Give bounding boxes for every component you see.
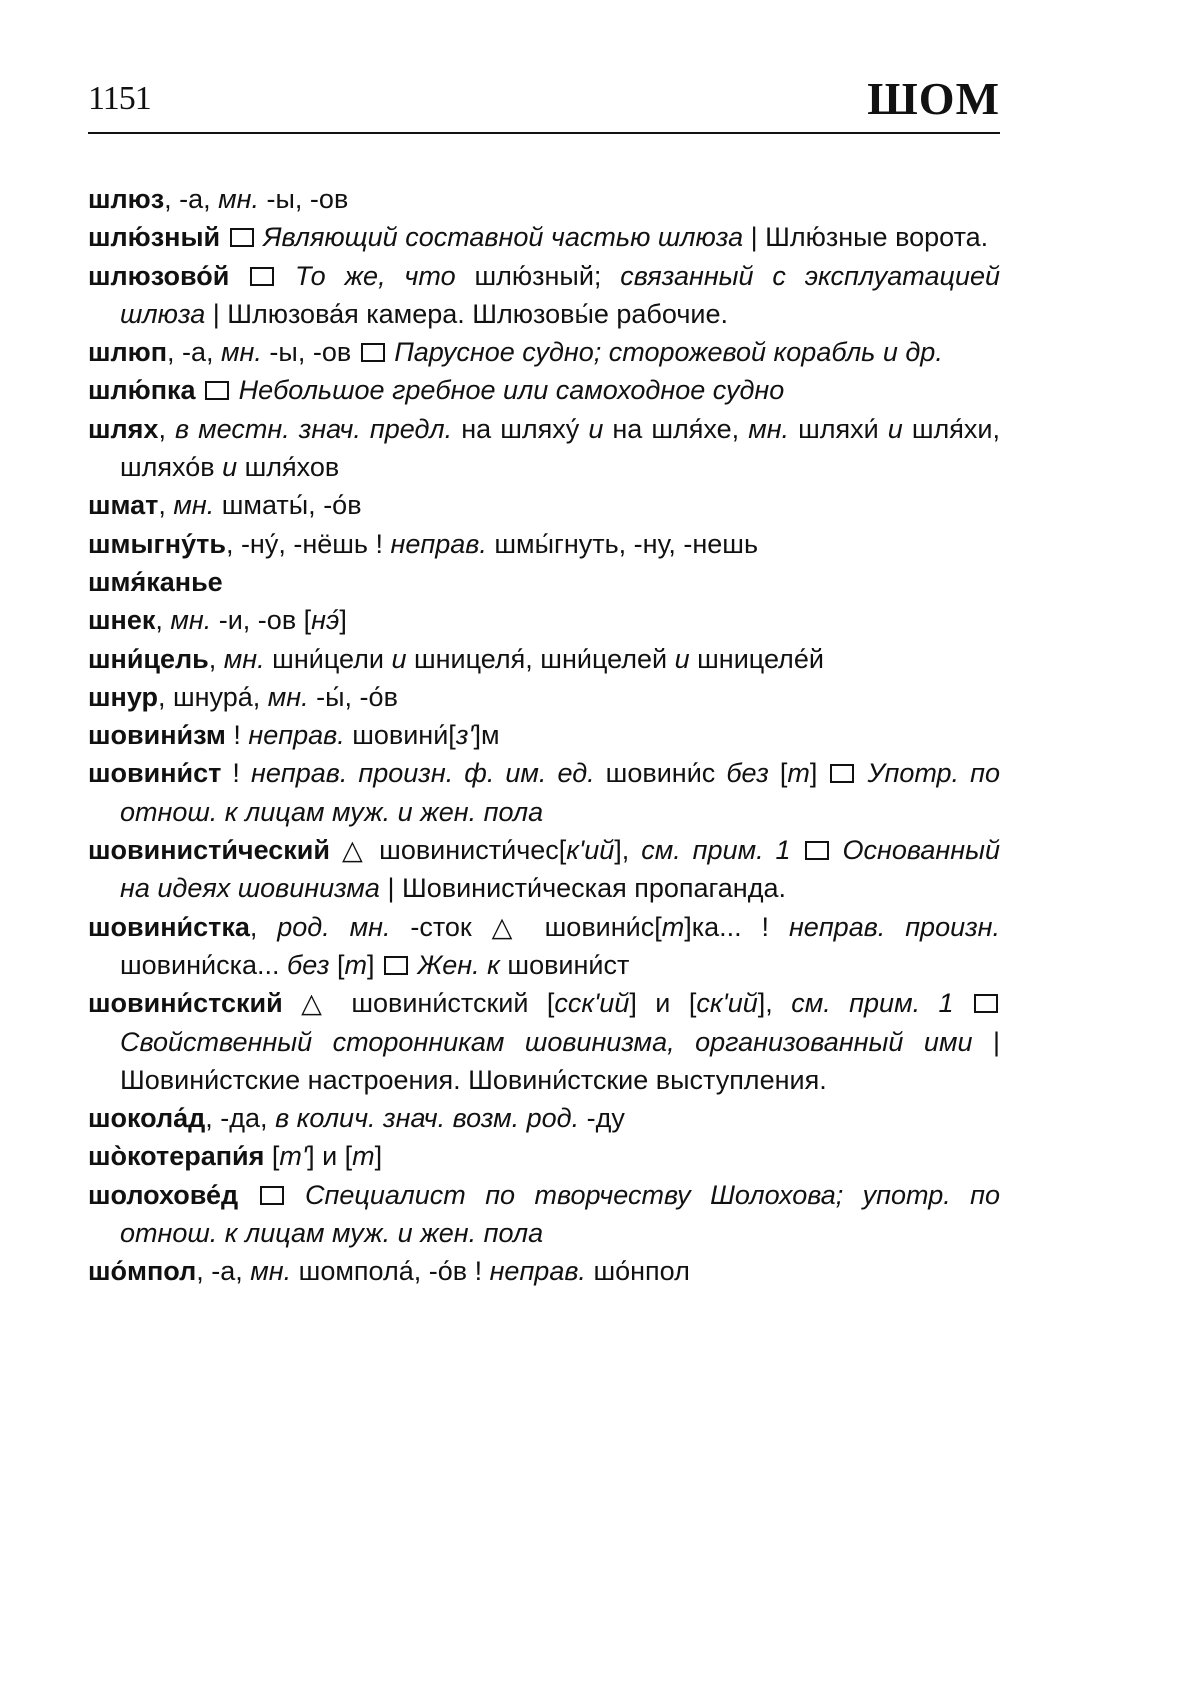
page-number: 1151 bbox=[88, 80, 151, 117]
entry-italic-note: и bbox=[222, 452, 238, 483]
entry-italic-note: з' bbox=[455, 720, 474, 751]
entry-italic-note: т bbox=[352, 1141, 375, 1172]
definition-box-icon bbox=[260, 1186, 284, 1205]
entry-headword: шлях bbox=[88, 413, 159, 444]
entry-italic-note: нэ́ bbox=[311, 605, 340, 636]
entry-headword: шо́мпол bbox=[88, 1256, 197, 1287]
entry-headword: шовини́стский bbox=[88, 988, 283, 1019]
entry-italic-note: неправ. bbox=[489, 1256, 586, 1287]
entry-italic-note: Основанный на идеях шовинизма bbox=[120, 835, 1000, 904]
entry-headword: шнек bbox=[88, 605, 156, 636]
entry-headword: шни́цель bbox=[88, 643, 209, 674]
entry-text: , -да, bbox=[205, 1103, 276, 1134]
entry-text: | Шлю́зные ворота. bbox=[750, 222, 989, 253]
entry-text: , -а, bbox=[164, 184, 219, 214]
dictionary-entry bbox=[88, 831, 1000, 908]
entry-italic-note: мн. bbox=[218, 184, 260, 214]
entry-italic-note: Являющий составной частью шлюза bbox=[255, 222, 751, 253]
entry-text: шовини́ст bbox=[507, 949, 630, 980]
entry-text: , bbox=[158, 413, 175, 444]
entry-italic-note: Употр. по отнош. к лицам муж. и жен. пола bbox=[120, 758, 1000, 827]
entry-italic-note: неправ. bbox=[248, 720, 345, 751]
dictionary-entry bbox=[88, 601, 1000, 639]
entry-headword: шокола́д bbox=[88, 1103, 206, 1134]
entry-italic-note: т bbox=[661, 911, 685, 942]
dictionary-entry bbox=[88, 410, 1000, 487]
dictionary-entry bbox=[88, 1176, 1000, 1253]
entry-italic-note: мн. bbox=[223, 643, 265, 674]
dictionary-entry bbox=[88, 640, 1000, 678]
entry-text: [ bbox=[768, 758, 788, 789]
entry-italic-note: неправ. произн. ф. им. ед. bbox=[250, 758, 595, 789]
entry-text: , -а, bbox=[167, 337, 222, 368]
entry-text: на шляху́ bbox=[452, 413, 589, 444]
entry-italic-note: мн. bbox=[170, 605, 212, 636]
entry-italic-note: Жен. к bbox=[410, 949, 508, 980]
entry-text: [ bbox=[264, 1141, 280, 1172]
entry-text: ] и [ bbox=[629, 988, 697, 1019]
entry-text: [ bbox=[329, 949, 345, 980]
entry-headword: шолохове́д bbox=[88, 1179, 239, 1210]
dictionary-entry bbox=[88, 563, 1000, 601]
entry-text: шляхи́ bbox=[789, 413, 888, 444]
entry-text: -ду bbox=[579, 1103, 625, 1134]
entry-text: шматы́, -о́в bbox=[214, 490, 362, 521]
entry-text: ], bbox=[757, 988, 792, 1019]
entry-text: -ы, -ов bbox=[259, 184, 349, 214]
entry-italic-note: мн. bbox=[748, 413, 790, 444]
entry-italic-note: см. прим. 1 bbox=[791, 988, 972, 1019]
entry-text: шовини́с bbox=[594, 758, 727, 789]
dictionary-entry bbox=[88, 1137, 1000, 1175]
entry-italic-note: в местн. знач. предл. bbox=[175, 413, 453, 444]
dictionary-entry bbox=[88, 333, 1000, 371]
entry-italic-note: неправ. bbox=[390, 528, 487, 559]
entry-headword: шовини́ст bbox=[88, 758, 222, 789]
entry-italic-note: род. мн. bbox=[277, 911, 391, 942]
entry-text: -сток △ шовини́с[ bbox=[390, 911, 662, 942]
entry-text: -ы́, -о́в bbox=[308, 681, 398, 712]
entry-text: , bbox=[155, 605, 171, 636]
entry-text: ]м bbox=[473, 720, 500, 751]
dictionary-entry bbox=[88, 1252, 1000, 1290]
entry-text: ! bbox=[225, 720, 249, 751]
entry-headword: шмыгну́ть bbox=[88, 528, 226, 559]
page-header bbox=[88, 74, 1000, 134]
entry-italic-note: и bbox=[588, 413, 604, 444]
entry-text: △ шовини́стский [ bbox=[282, 988, 555, 1019]
entry-text: шмы́гнуть, -ну, -нешь bbox=[486, 528, 759, 559]
running-head: ШОМ bbox=[867, 73, 1000, 124]
entry-italic-note: сск'ий bbox=[554, 988, 630, 1019]
entry-italic-note: мн. bbox=[250, 1256, 292, 1287]
entry-headword: шнур bbox=[88, 681, 158, 712]
entry-text: ] bbox=[367, 949, 383, 980]
dictionary-entry bbox=[88, 525, 1000, 563]
entry-italic-note: связанный с эксплуатацией шлюза bbox=[120, 260, 1000, 329]
entry-text: , шнура́, bbox=[157, 681, 268, 712]
definition-box-icon bbox=[974, 994, 998, 1013]
definition-box-icon bbox=[250, 267, 274, 286]
entry-italic-note: и bbox=[887, 413, 903, 444]
entry-text: , bbox=[158, 490, 174, 521]
entry-text: ] и [ bbox=[307, 1141, 353, 1172]
entry-text: , bbox=[249, 911, 278, 942]
dictionary-entry bbox=[88, 180, 1000, 218]
entry-text: -ы, -ов bbox=[261, 337, 359, 368]
entry-text: | Шовинисти́ческая пропаганда. bbox=[387, 873, 786, 904]
definition-box-icon bbox=[805, 841, 829, 860]
definition-box-icon bbox=[361, 343, 385, 362]
entry-italic-note: т bbox=[344, 949, 367, 980]
definition-box-icon bbox=[830, 764, 854, 783]
entry-italic-note: т' bbox=[279, 1141, 308, 1172]
entry-italic-note: Парусное судно; сторожевой корабль и др. bbox=[386, 337, 943, 368]
entry-text: шомпола́, -о́в ! bbox=[291, 1256, 490, 1287]
entry-headword: шлюз bbox=[88, 184, 165, 214]
entry-headword: шо̀котерапи́я bbox=[88, 1141, 265, 1172]
entry-headword: шмя́канье bbox=[88, 566, 223, 597]
dictionary-entry bbox=[88, 371, 1000, 409]
dictionary-entry bbox=[88, 754, 1000, 831]
entry-headword: шлю́зный bbox=[88, 222, 221, 253]
entry-italic-note: мн. bbox=[267, 681, 309, 712]
entry-text: △ шовинисти́чес[ bbox=[330, 835, 567, 866]
entry-italic-note: Небольшое гребное или самоходное судно bbox=[231, 375, 785, 406]
entry-text: ! bbox=[221, 758, 251, 789]
entry-headword: шлюп bbox=[88, 337, 168, 368]
entry-text: | Шлюзова́я камера. Шлюзовы́е рабочие. bbox=[212, 298, 728, 329]
entry-text: , bbox=[208, 643, 224, 674]
entry-italic-note: см. прим. 1 bbox=[641, 835, 803, 866]
entry-text: шо́нпол bbox=[585, 1256, 690, 1287]
entry-text: шницеле́й bbox=[689, 643, 824, 674]
entry-italic-note: в колич. знач. возм. род. bbox=[275, 1103, 580, 1134]
entry-text: шни́цели bbox=[264, 643, 392, 674]
definition-box-icon bbox=[384, 956, 408, 975]
entry-text: шовини́ска... bbox=[120, 949, 288, 980]
entry-headword: шмат bbox=[88, 490, 159, 521]
dictionary-entry bbox=[88, 984, 1000, 1099]
dictionary-entries bbox=[88, 180, 1000, 1291]
entry-italic-note: неправ. произн. bbox=[788, 911, 1001, 942]
definition-box-icon bbox=[205, 381, 229, 400]
dictionary-entry bbox=[88, 257, 1000, 334]
entry-text: | Шовини́стские настроения. Шовини́стские выступления. bbox=[120, 1026, 1000, 1095]
entry-italic-note: Свойственный сторонникам шовинизма, организованный ими bbox=[120, 1026, 993, 1057]
entry-italic-note: Специалист по творчеству Шолохова; употр. по отнош. к лицам муж. и жен. пола bbox=[120, 1179, 1000, 1249]
entry-italic-note: т bbox=[787, 758, 810, 789]
entry-text: шля́хов bbox=[237, 452, 340, 483]
entry-headword: шовини́зм bbox=[88, 720, 226, 751]
entry-text: шля́хи, шляхо́в bbox=[120, 413, 1001, 483]
entry-headword: шлюзово́й bbox=[88, 260, 230, 291]
entry-headword: шовинисти́ческий bbox=[88, 835, 330, 866]
entry-text: -и, -ов [ bbox=[211, 605, 312, 636]
entry-text: шлю́зный; bbox=[474, 260, 621, 291]
entry-italic-note: мн. bbox=[221, 337, 262, 368]
entry-italic-note: и bbox=[674, 643, 690, 674]
entry-italic-note: без bbox=[726, 758, 769, 789]
dictionary-entry bbox=[88, 218, 1000, 256]
entry-headword: шовини́стка bbox=[88, 911, 250, 942]
entry-italic-note: к'ий bbox=[566, 835, 615, 866]
entry-text: шницеля́, шни́целей bbox=[406, 643, 675, 674]
entry-text: на шля́хе, bbox=[603, 413, 749, 444]
entry-headword: шлю́пка bbox=[88, 375, 196, 406]
entry-italic-note: и bbox=[391, 643, 407, 674]
dictionary-entry bbox=[88, 716, 1000, 754]
dictionary-entry bbox=[88, 678, 1000, 716]
definition-box-icon bbox=[230, 228, 254, 247]
dictionary-entry bbox=[88, 908, 1000, 985]
entry-italic-note: То же, что bbox=[276, 260, 475, 291]
entry-italic-note: мн. bbox=[173, 490, 215, 521]
dictionary-entry bbox=[88, 486, 1000, 524]
entry-text: шовини́[ bbox=[344, 720, 456, 751]
entry-text: ]ка... ! bbox=[684, 911, 789, 942]
entry-text: ] bbox=[374, 1141, 383, 1172]
entry-text: , -а, bbox=[196, 1256, 251, 1287]
entry-text: ] bbox=[809, 758, 829, 789]
entry-italic-note: без bbox=[287, 949, 330, 980]
entry-text: , -ну́, -нёшь ! bbox=[225, 528, 391, 559]
entry-italic-note: ск'ий bbox=[696, 988, 758, 1019]
entry-text: ], bbox=[614, 835, 642, 866]
dictionary-entry bbox=[88, 1099, 1000, 1137]
entry-text: ] bbox=[339, 605, 347, 636]
